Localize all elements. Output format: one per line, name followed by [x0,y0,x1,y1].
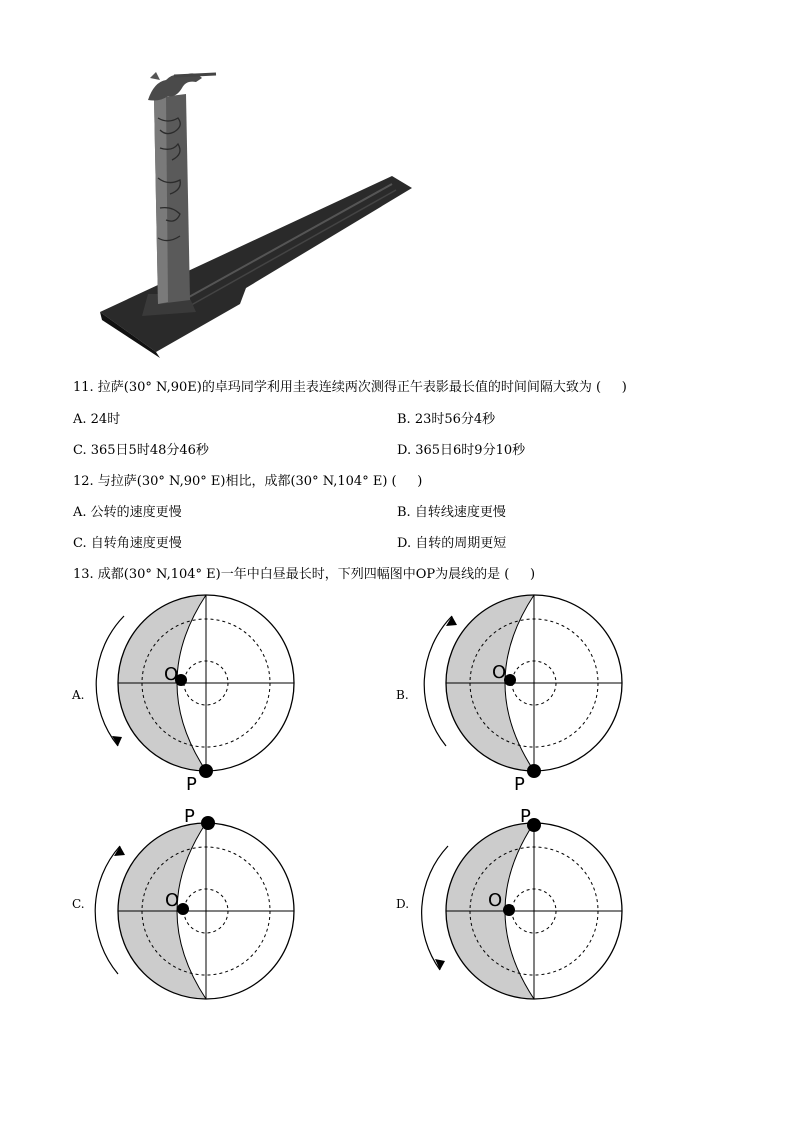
diagram-c-point-o: O [165,890,180,911]
question-12-stem: 12. 与拉萨(30° N,90° E)相比，成都(30° N,104° E) ( ) [73,474,423,489]
question-11-stem: 11. 拉萨(30° N,90E)的卓玛同学利用圭表连续两次测得正午表影最长值的时间间隔大致为 ( ) [73,380,627,395]
question-13-stem: 13. 成都(30° N,104° E)一年中白昼最长时，下列四幅图中OP为晨线的是 ( ) [73,567,536,582]
diagram-d-point-o: O [488,890,503,911]
question-11-option-c: C. 365日5时48分46秒 [73,443,209,458]
question-12-option-a: A. 公转的速度更慢 [73,505,182,520]
diagram-c-point-p: P [184,806,195,827]
diagram-c [88,806,308,1016]
question-11-option-a: A. 24时 [73,412,121,427]
diagram-b-point-p: P [514,774,525,795]
question-12-option-c: C. 自转角速度更慢 [73,536,182,551]
question-12-option-b: B. 自转线速度更慢 [397,505,506,520]
diagram-a [88,590,308,800]
diagram-b [416,590,636,800]
diagram-a-point-p: P [186,774,197,795]
diagram-d [416,806,636,1016]
diagram-d-label: D. [396,897,410,911]
diagram-b-point-o: O [492,662,507,683]
diagram-a-label: A. [72,688,85,702]
diagram-b-label: B. [396,688,409,702]
question-12-option-d: D. 自转的周期更短 [397,536,507,551]
diagram-a-point-o: O [164,664,179,685]
diagram-d-point-p: P [520,806,531,827]
gnomon-photo [96,68,416,360]
diagram-c-label: C. [72,897,85,911]
question-11-option-d: D. 365日6时9分10秒 [397,443,526,458]
question-11-option-b: B. 23时56分4秒 [397,412,496,427]
